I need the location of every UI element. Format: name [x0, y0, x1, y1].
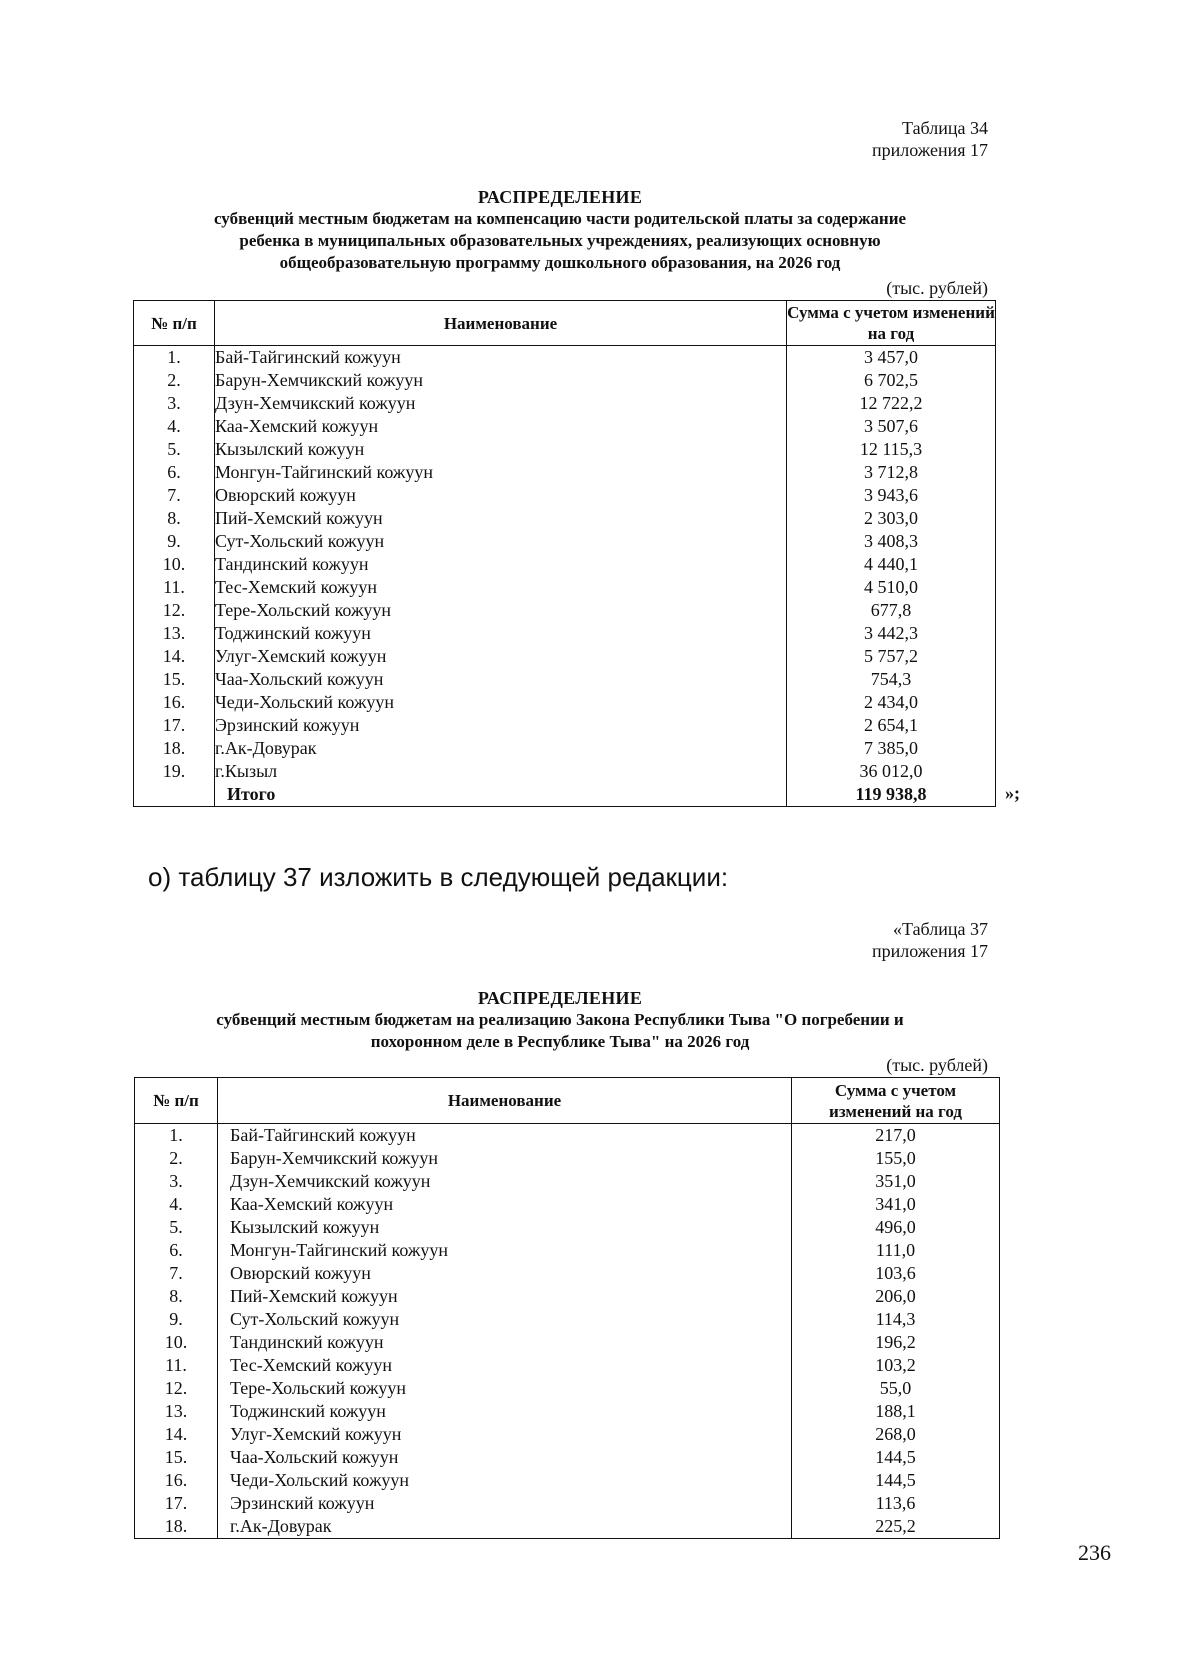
- row-value: 3 408,3: [787, 530, 996, 553]
- row-name: Сут-Хольский кожуун: [215, 530, 787, 553]
- row-value: 196,2: [792, 1331, 1000, 1354]
- row-value: 113,6: [792, 1492, 1000, 1515]
- row-value: 268,0: [792, 1423, 1000, 1446]
- row-value: 4 440,1: [787, 553, 996, 576]
- table-row: [134, 576, 996, 599]
- row-value: 4 510,0: [787, 576, 996, 599]
- row-value: 3 507,6: [787, 415, 996, 438]
- row-name: Кызылский кожуун: [215, 438, 787, 461]
- table-row: [134, 737, 996, 760]
- col-sum-header: Сумма с учетом изменений на год: [792, 1078, 1000, 1124]
- col-name-header: Наименование: [215, 301, 787, 346]
- total-label: Итого: [215, 783, 787, 807]
- row-value: 188,1: [792, 1400, 1000, 1423]
- row-value: 206,0: [792, 1285, 1000, 1308]
- row-name: г.Ак-Довурак: [215, 737, 787, 760]
- row-value: 103,2: [792, 1354, 1000, 1377]
- row-number: 6.: [135, 1239, 218, 1262]
- row-name: Чеди-Хольский кожуун: [215, 691, 787, 714]
- row-name: Дзун-Хемчикский кожуун: [218, 1170, 792, 1193]
- row-name: Бай-Тайгинский кожуун: [218, 1124, 792, 1148]
- table37-caption: [872, 918, 988, 962]
- row-name: Тоджинский кожуун: [218, 1400, 792, 1423]
- row-name: Тандинский кожуун: [218, 1331, 792, 1354]
- table37-subtitle-line1: субвенций местным бюджетам на реализацию Закона Республики Тыва "О погребении и: [216, 1010, 904, 1029]
- col-name-header: Наименование: [218, 1078, 792, 1124]
- row-number: 8.: [134, 507, 215, 530]
- row-name: Бай-Тайгинский кожуун: [215, 346, 787, 370]
- table37-heading: РАСПРЕДЕЛЕНИЕ: [477, 988, 643, 1008]
- row-name: Сут-Хольский кожуун: [218, 1308, 792, 1331]
- table-row: [135, 1147, 1000, 1170]
- row-value: 225,2: [792, 1515, 1000, 1539]
- row-value: 114,3: [792, 1308, 1000, 1331]
- row-number: 3.: [135, 1170, 218, 1193]
- table-row: [135, 1308, 1000, 1331]
- row-value: 144,5: [792, 1469, 1000, 1492]
- row-number: 15.: [135, 1446, 218, 1469]
- row-number: 18.: [135, 1515, 218, 1539]
- table37-header-row: [135, 1078, 1000, 1124]
- row-number: 17.: [134, 714, 215, 737]
- row-value: 111,0: [792, 1239, 1000, 1262]
- table-row: [135, 1170, 1000, 1193]
- row-number: 12.: [134, 599, 215, 622]
- row-value: 3 943,6: [787, 484, 996, 507]
- table-row: [134, 530, 996, 553]
- row-name: г.Кызыл: [215, 760, 787, 783]
- row-number: 5.: [134, 438, 215, 461]
- row-name: Тере-Хольский кожуун: [218, 1377, 792, 1400]
- row-value: 12 115,3: [787, 438, 996, 461]
- row-number: 7.: [134, 484, 215, 507]
- table-row: [135, 1285, 1000, 1308]
- table-row: [135, 1262, 1000, 1285]
- row-name: Эрзинский кожуун: [218, 1492, 792, 1515]
- table-row: [135, 1515, 1000, 1539]
- row-value: 5 757,2: [787, 645, 996, 668]
- table37-body: [135, 1124, 1000, 1539]
- table34-caption-appendix: приложения 17: [871, 140, 988, 160]
- table34-subtitle-line3: общеобразовательную программу дошкольного образования, на 2026 год: [279, 253, 841, 272]
- table-row: [134, 760, 996, 783]
- table-row: [134, 438, 996, 461]
- row-number: 3.: [134, 392, 215, 415]
- row-number: 18.: [134, 737, 215, 760]
- row-number: 10.: [135, 1331, 218, 1354]
- page-number: 236: [1078, 1540, 1111, 1565]
- table37-units: (тыс. рублей): [886, 1055, 988, 1075]
- table-row: [135, 1400, 1000, 1423]
- row-value: 7 385,0: [787, 737, 996, 760]
- row-name: Улуг-Хемский кожуун: [218, 1423, 792, 1446]
- row-value: 2 303,0: [787, 507, 996, 530]
- table-row: [134, 484, 996, 507]
- row-name: Тере-Хольский кожуун: [215, 599, 787, 622]
- row-value: 155,0: [792, 1147, 1000, 1170]
- row-number: 4.: [135, 1193, 218, 1216]
- row-number: 13.: [135, 1400, 218, 1423]
- row-value: 55,0: [792, 1377, 1000, 1400]
- total-blank-cell: [134, 783, 215, 807]
- row-name: Каа-Хемский кожуун: [218, 1193, 792, 1216]
- row-value: 677,8: [787, 599, 996, 622]
- table-row: [135, 1216, 1000, 1239]
- table-row: [134, 599, 996, 622]
- row-value: 2 654,1: [787, 714, 996, 737]
- row-number: 2.: [135, 1147, 218, 1170]
- row-number: 5.: [135, 1216, 218, 1239]
- table-row: [134, 691, 996, 714]
- table-row: [134, 369, 996, 392]
- table-row: [135, 1377, 1000, 1400]
- row-number: 11.: [134, 576, 215, 599]
- table-row: [134, 415, 996, 438]
- row-name: Тес-Хемский кожуун: [218, 1354, 792, 1377]
- table37-title: [140, 987, 980, 1053]
- row-name: Тоджинский кожуун: [215, 622, 787, 645]
- table34-heading: РАСПРЕДЕЛЕНИЕ: [477, 187, 643, 207]
- table34: [133, 300, 996, 807]
- table34-caption: [872, 117, 988, 161]
- table37-caption-appendix: приложения 17: [871, 941, 988, 961]
- row-number: 1.: [134, 346, 215, 370]
- row-name: г.Ак-Довурак: [218, 1515, 792, 1539]
- row-name: Чаа-Хольский кожуун: [218, 1446, 792, 1469]
- row-value: 103,6: [792, 1262, 1000, 1285]
- row-name: Барун-Хемчикский кожуун: [215, 369, 787, 392]
- table-row: [134, 346, 996, 370]
- col-num-header: № п/п: [134, 301, 215, 346]
- row-name: Монгун-Тайгинский кожуун: [215, 461, 787, 484]
- table-row: [135, 1124, 1000, 1148]
- row-number: 12.: [135, 1377, 218, 1400]
- row-name: Кызылский кожуун: [218, 1216, 792, 1239]
- row-name: Чеди-Хольский кожуун: [218, 1469, 792, 1492]
- row-number: 15.: [134, 668, 215, 691]
- row-value: 2 434,0: [787, 691, 996, 714]
- row-name: Тандинский кожуун: [215, 553, 787, 576]
- row-name: Монгун-Тайгинский кожуун: [218, 1239, 792, 1262]
- table-row: [134, 622, 996, 645]
- row-number: 11.: [135, 1354, 218, 1377]
- row-number: 17.: [135, 1492, 218, 1515]
- table37-caption-number: «Таблица 37: [893, 919, 988, 939]
- table-row: [134, 645, 996, 668]
- table-row: [134, 714, 996, 737]
- row-name: Каа-Хемский кожуун: [215, 415, 787, 438]
- closing-quote: »;: [1005, 783, 1020, 803]
- row-name: Овюрский кожуун: [218, 1262, 792, 1285]
- col-num-header: № п/п: [135, 1078, 218, 1124]
- table-row: [135, 1331, 1000, 1354]
- row-number: 6.: [134, 461, 215, 484]
- row-name: Чаа-Хольский кожуун: [215, 668, 787, 691]
- row-number: 9.: [135, 1308, 218, 1331]
- row-name: Овюрский кожуун: [215, 484, 787, 507]
- table-row: [135, 1354, 1000, 1377]
- row-value: 496,0: [792, 1216, 1000, 1239]
- row-number: 13.: [134, 622, 215, 645]
- row-number: 10.: [134, 553, 215, 576]
- row-number: 1.: [135, 1124, 218, 1148]
- table37: [134, 1077, 1000, 1539]
- row-name: Дзун-Хемчикский кожуун: [215, 392, 787, 415]
- total-row: [134, 783, 996, 807]
- row-value: 3 442,3: [787, 622, 996, 645]
- row-number: 9.: [134, 530, 215, 553]
- table34-caption-number: Таблица 34: [902, 118, 988, 138]
- table-row: [135, 1492, 1000, 1515]
- table34-title: [140, 186, 980, 274]
- row-number: 19.: [134, 760, 215, 783]
- table34-subtitle-line1: субвенций местным бюджетам на компенсацию части родительской платы за содержание: [213, 209, 907, 228]
- row-number: 4.: [134, 415, 215, 438]
- row-value: 351,0: [792, 1170, 1000, 1193]
- row-value: 36 012,0: [787, 760, 996, 783]
- row-value: 341,0: [792, 1193, 1000, 1216]
- row-name: Пий-Хемский кожуун: [215, 507, 787, 530]
- table34-subtitle-line2: ребенка в муниципальных образовательных учреждениях, реализующих основную: [239, 231, 881, 250]
- table-row: [135, 1446, 1000, 1469]
- row-value: 3 457,0: [787, 346, 996, 370]
- row-number: 16.: [134, 691, 215, 714]
- row-name: Пий-Хемский кожуун: [218, 1285, 792, 1308]
- table-row: [135, 1193, 1000, 1216]
- table-row: [134, 507, 996, 530]
- row-name: Улуг-Хемский кожуун: [215, 645, 787, 668]
- row-number: 14.: [135, 1423, 218, 1446]
- table-row: [134, 461, 996, 484]
- table-row: [135, 1423, 1000, 1446]
- row-value: 12 722,2: [787, 392, 996, 415]
- row-value: 144,5: [792, 1446, 1000, 1469]
- table34-header-row: [134, 301, 996, 346]
- row-number: 8.: [135, 1285, 218, 1308]
- row-value: 217,0: [792, 1124, 1000, 1148]
- table-row: [135, 1239, 1000, 1262]
- row-value: 6 702,5: [787, 369, 996, 392]
- table-row: [135, 1469, 1000, 1492]
- table-row: [134, 553, 996, 576]
- row-number: 14.: [134, 645, 215, 668]
- row-value: 754,3: [787, 668, 996, 691]
- table-row: [134, 668, 996, 691]
- row-number: 2.: [134, 369, 215, 392]
- table-row: [134, 392, 996, 415]
- row-number: 7.: [135, 1262, 218, 1285]
- total-value: 119 938,8: [787, 783, 996, 807]
- row-value: 3 712,8: [787, 461, 996, 484]
- table34-units: (тыс. рублей): [886, 278, 988, 298]
- table37-subtitle-line2: похоронном деле в Республике Тыва" на 2026 год: [370, 1032, 750, 1051]
- row-name: Барун-Хемчикский кожуун: [218, 1147, 792, 1170]
- row-number: 16.: [135, 1469, 218, 1492]
- row-name: Эрзинский кожуун: [215, 714, 787, 737]
- row-name: Тес-Хемский кожуун: [215, 576, 787, 599]
- col-sum-header: Сумма с учетом изменений на год: [787, 301, 996, 346]
- table34-body: [134, 346, 996, 807]
- amendment-instruction: о) таблицу 37 изложить в следующей редакции:: [148, 862, 729, 892]
